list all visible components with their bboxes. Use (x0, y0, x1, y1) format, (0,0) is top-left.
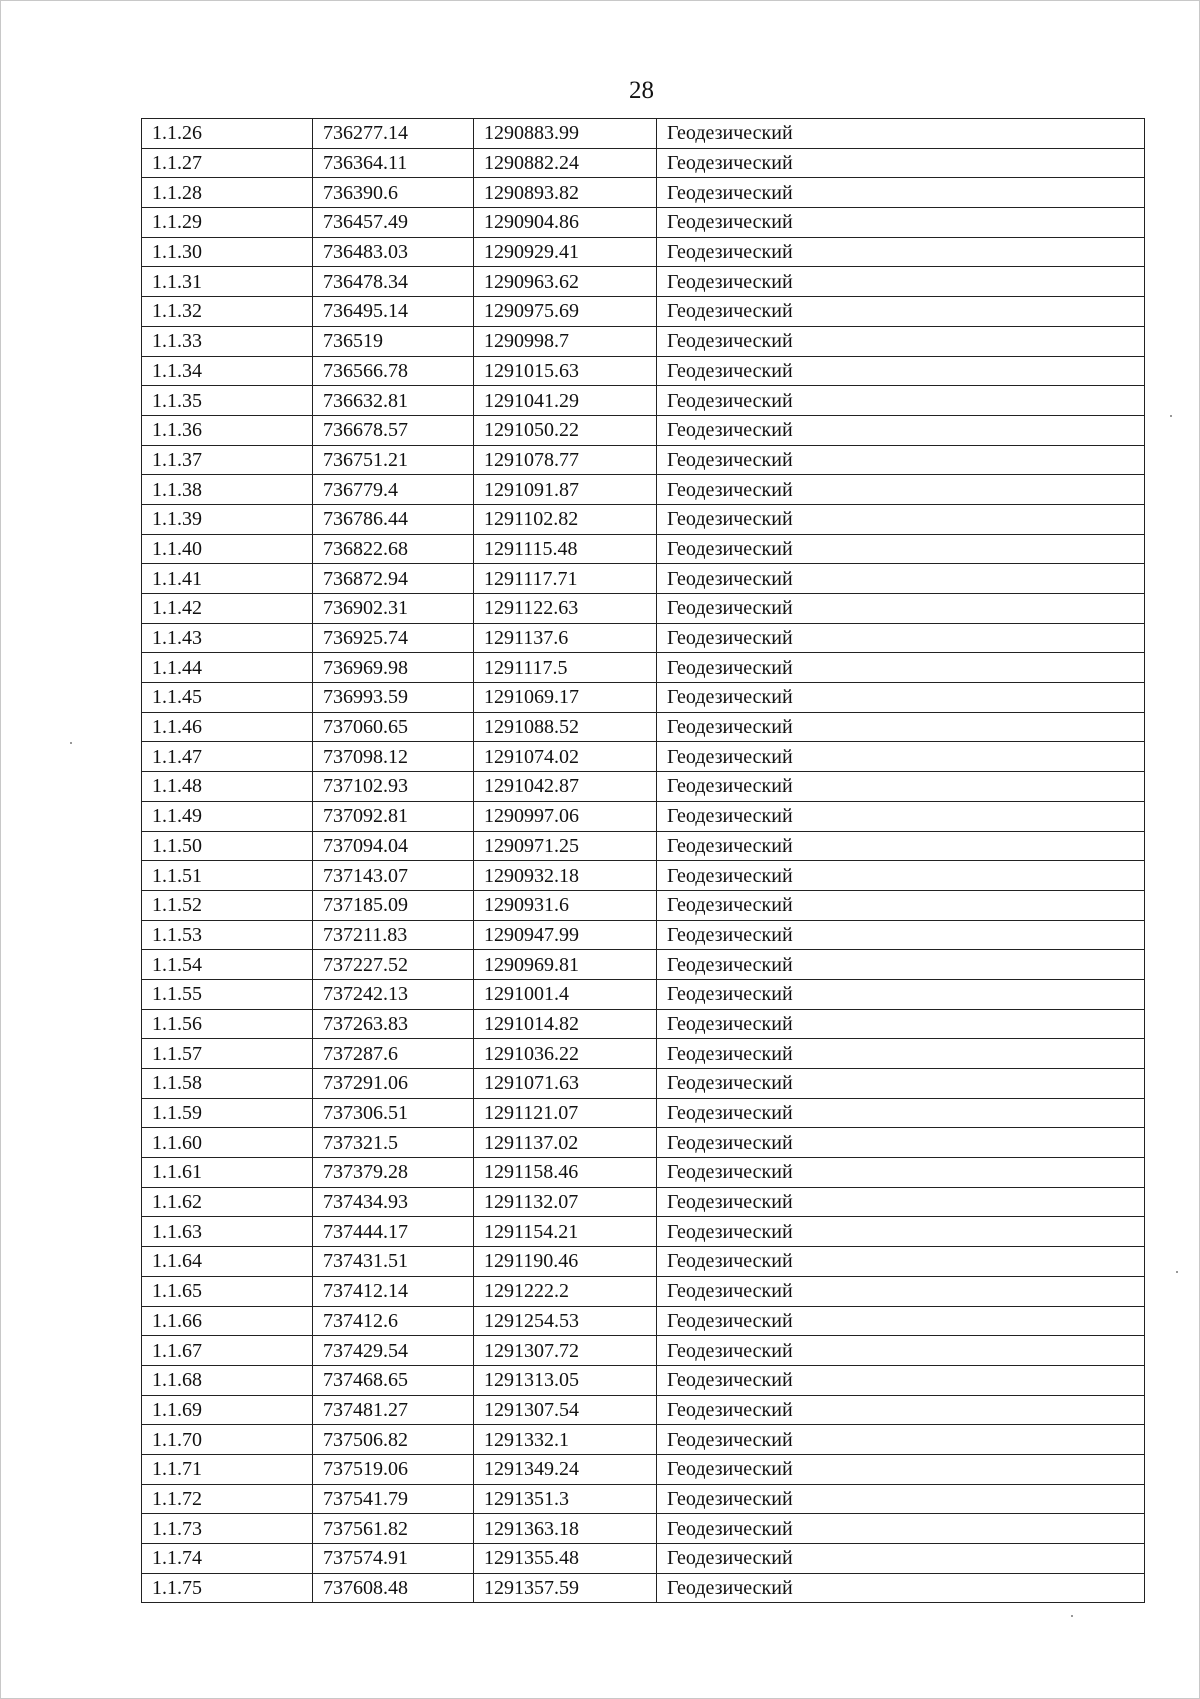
x-coordinate-cell: 737143.07 (313, 861, 474, 891)
method-cell: Геодезический (657, 1365, 1145, 1395)
method-cell: Геодезический (657, 742, 1145, 772)
method-cell: Геодезический (657, 326, 1145, 356)
point-number-cell: 1.1.57 (142, 1039, 313, 1069)
x-coordinate-cell: 737412.14 (313, 1276, 474, 1306)
table-row (142, 148, 1145, 178)
table-row (142, 1098, 1145, 1128)
y-coordinate-cell: 1291132.07 (474, 1187, 657, 1217)
table-row (142, 564, 1145, 594)
method-cell: Геодезический (657, 623, 1145, 653)
table-row (142, 504, 1145, 534)
scan-speck (1170, 415, 1172, 417)
method-cell: Геодезический (657, 1514, 1145, 1544)
y-coordinate-cell: 1291357.59 (474, 1573, 657, 1603)
page-number: 28 (629, 77, 654, 104)
method-cell: Геодезический (657, 445, 1145, 475)
y-coordinate-cell: 1291307.72 (474, 1336, 657, 1366)
y-coordinate-cell: 1290975.69 (474, 297, 657, 327)
x-coordinate-cell: 736519 (313, 326, 474, 356)
point-number-cell: 1.1.26 (142, 119, 313, 149)
table-row (142, 772, 1145, 802)
y-coordinate-cell: 1291190.46 (474, 1247, 657, 1277)
table-row (142, 297, 1145, 327)
x-coordinate-cell: 736478.34 (313, 267, 474, 297)
point-number-cell: 1.1.64 (142, 1247, 313, 1277)
table-row (142, 890, 1145, 920)
method-cell: Геодезический (657, 950, 1145, 980)
table-row (142, 801, 1145, 831)
x-coordinate-cell: 736364.11 (313, 148, 474, 178)
method-cell: Геодезический (657, 1128, 1145, 1158)
point-number-cell: 1.1.55 (142, 979, 313, 1009)
table-row (142, 178, 1145, 208)
point-number-cell: 1.1.69 (142, 1395, 313, 1425)
y-coordinate-cell: 1291078.77 (474, 445, 657, 475)
method-cell: Геодезический (657, 1098, 1145, 1128)
method-cell: Геодезический (657, 1247, 1145, 1277)
y-coordinate-cell: 1291071.63 (474, 1069, 657, 1099)
table-row (142, 861, 1145, 891)
point-number-cell: 1.1.35 (142, 386, 313, 416)
table-row (142, 1128, 1145, 1158)
method-cell: Геодезический (657, 178, 1145, 208)
x-coordinate-cell: 736993.59 (313, 683, 474, 713)
table-row (142, 1039, 1145, 1069)
table-row (142, 920, 1145, 950)
table-row (142, 712, 1145, 742)
y-coordinate-cell: 1291001.4 (474, 979, 657, 1009)
point-number-cell: 1.1.70 (142, 1425, 313, 1455)
x-coordinate-cell: 737102.93 (313, 772, 474, 802)
y-coordinate-cell: 1291117.5 (474, 653, 657, 683)
y-coordinate-cell: 1290893.82 (474, 178, 657, 208)
x-coordinate-cell: 736678.57 (313, 415, 474, 445)
table-row (142, 237, 1145, 267)
x-coordinate-cell: 737092.81 (313, 801, 474, 831)
point-number-cell: 1.1.27 (142, 148, 313, 178)
y-coordinate-cell: 1291115.48 (474, 534, 657, 564)
x-coordinate-cell: 736277.14 (313, 119, 474, 149)
x-coordinate-cell: 737431.51 (313, 1247, 474, 1277)
method-cell: Геодезический (657, 475, 1145, 505)
table-row (142, 950, 1145, 980)
point-number-cell: 1.1.52 (142, 890, 313, 920)
point-number-cell: 1.1.32 (142, 297, 313, 327)
x-coordinate-cell: 736495.14 (313, 297, 474, 327)
y-coordinate-cell: 1291088.52 (474, 712, 657, 742)
method-cell: Геодезический (657, 504, 1145, 534)
method-cell: Геодезический (657, 1069, 1145, 1099)
point-number-cell: 1.1.51 (142, 861, 313, 891)
table-row (142, 1484, 1145, 1514)
point-number-cell: 1.1.68 (142, 1365, 313, 1395)
method-cell: Геодезический (657, 1425, 1145, 1455)
x-coordinate-cell: 737429.54 (313, 1336, 474, 1366)
y-coordinate-cell: 1291091.87 (474, 475, 657, 505)
y-coordinate-cell: 1291154.21 (474, 1217, 657, 1247)
y-coordinate-cell: 1291015.63 (474, 356, 657, 386)
point-number-cell: 1.1.34 (142, 356, 313, 386)
point-number-cell: 1.1.28 (142, 178, 313, 208)
scan-speck (1176, 1271, 1178, 1273)
y-coordinate-cell: 1291307.54 (474, 1395, 657, 1425)
table-row (142, 1158, 1145, 1188)
point-number-cell: 1.1.42 (142, 594, 313, 624)
table-row (142, 623, 1145, 653)
point-number-cell: 1.1.58 (142, 1069, 313, 1099)
point-number-cell: 1.1.56 (142, 1009, 313, 1039)
table-row (142, 742, 1145, 772)
x-coordinate-cell: 737094.04 (313, 831, 474, 861)
method-cell: Геодезический (657, 267, 1145, 297)
x-coordinate-cell: 737227.52 (313, 950, 474, 980)
table-row (142, 119, 1145, 149)
point-number-cell: 1.1.38 (142, 475, 313, 505)
method-cell: Геодезический (657, 890, 1145, 920)
x-coordinate-cell: 737211.83 (313, 920, 474, 950)
point-number-cell: 1.1.33 (142, 326, 313, 356)
x-coordinate-cell: 737481.27 (313, 1395, 474, 1425)
point-number-cell: 1.1.75 (142, 1573, 313, 1603)
point-number-cell: 1.1.31 (142, 267, 313, 297)
x-coordinate-cell: 737060.65 (313, 712, 474, 742)
x-coordinate-cell: 737321.5 (313, 1128, 474, 1158)
method-cell: Геодезический (657, 801, 1145, 831)
point-number-cell: 1.1.36 (142, 415, 313, 445)
point-number-cell: 1.1.47 (142, 742, 313, 772)
point-number-cell: 1.1.40 (142, 534, 313, 564)
table-row (142, 386, 1145, 416)
x-coordinate-cell: 737379.28 (313, 1158, 474, 1188)
x-coordinate-cell: 737412.6 (313, 1306, 474, 1336)
x-coordinate-cell: 737185.09 (313, 890, 474, 920)
table-row (142, 326, 1145, 356)
point-number-cell: 1.1.67 (142, 1336, 313, 1366)
x-coordinate-cell: 737098.12 (313, 742, 474, 772)
method-cell: Геодезический (657, 1009, 1145, 1039)
y-coordinate-cell: 1291313.05 (474, 1365, 657, 1395)
y-coordinate-cell: 1291041.29 (474, 386, 657, 416)
x-coordinate-cell: 737434.93 (313, 1187, 474, 1217)
method-cell: Геодезический (657, 712, 1145, 742)
y-coordinate-cell: 1291050.22 (474, 415, 657, 445)
y-coordinate-cell: 1290932.18 (474, 861, 657, 891)
y-coordinate-cell: 1290883.99 (474, 119, 657, 149)
scan-speck (1071, 1615, 1073, 1617)
x-coordinate-cell: 736786.44 (313, 504, 474, 534)
y-coordinate-cell: 1290882.24 (474, 148, 657, 178)
method-cell: Геодезический (657, 534, 1145, 564)
table-row (142, 979, 1145, 1009)
point-number-cell: 1.1.50 (142, 831, 313, 861)
table-row (142, 594, 1145, 624)
table-row (142, 1514, 1145, 1544)
table-row (142, 1573, 1145, 1603)
point-number-cell: 1.1.43 (142, 623, 313, 653)
method-cell: Геодезический (657, 1306, 1145, 1336)
table-row (142, 475, 1145, 505)
y-coordinate-cell: 1290969.81 (474, 950, 657, 980)
method-cell: Геодезический (657, 861, 1145, 891)
method-cell: Геодезический (657, 386, 1145, 416)
y-coordinate-cell: 1291121.07 (474, 1098, 657, 1128)
table-row (142, 1425, 1145, 1455)
table-row (142, 1365, 1145, 1395)
x-coordinate-cell: 737541.79 (313, 1484, 474, 1514)
point-number-cell: 1.1.65 (142, 1276, 313, 1306)
method-cell: Геодезический (657, 1336, 1145, 1366)
method-cell: Геодезический (657, 119, 1145, 149)
method-cell: Геодезический (657, 1484, 1145, 1514)
point-number-cell: 1.1.39 (142, 504, 313, 534)
point-number-cell: 1.1.48 (142, 772, 313, 802)
table-row (142, 208, 1145, 238)
point-number-cell: 1.1.62 (142, 1187, 313, 1217)
method-cell: Геодезический (657, 979, 1145, 1009)
y-coordinate-cell: 1291355.48 (474, 1544, 657, 1574)
point-number-cell: 1.1.61 (142, 1158, 313, 1188)
y-coordinate-cell: 1290947.99 (474, 920, 657, 950)
method-cell: Геодезический (657, 772, 1145, 802)
point-number-cell: 1.1.29 (142, 208, 313, 238)
method-cell: Геодезический (657, 920, 1145, 950)
method-cell: Геодезический (657, 831, 1145, 861)
point-number-cell: 1.1.37 (142, 445, 313, 475)
point-number-cell: 1.1.49 (142, 801, 313, 831)
x-coordinate-cell: 736457.49 (313, 208, 474, 238)
y-coordinate-cell: 1291036.22 (474, 1039, 657, 1069)
y-coordinate-cell: 1291349.24 (474, 1454, 657, 1484)
table-row (142, 1336, 1145, 1366)
table-row (142, 1395, 1145, 1425)
table-row (142, 1544, 1145, 1574)
x-coordinate-cell: 736566.78 (313, 356, 474, 386)
x-coordinate-cell: 736969.98 (313, 653, 474, 683)
y-coordinate-cell: 1291122.63 (474, 594, 657, 624)
x-coordinate-cell: 737444.17 (313, 1217, 474, 1247)
x-coordinate-cell: 736632.81 (313, 386, 474, 416)
point-number-cell: 1.1.54 (142, 950, 313, 980)
method-cell: Геодезический (657, 237, 1145, 267)
point-number-cell: 1.1.41 (142, 564, 313, 594)
x-coordinate-cell: 737291.06 (313, 1069, 474, 1099)
table-row (142, 831, 1145, 861)
method-cell: Геодезический (657, 564, 1145, 594)
method-cell: Геодезический (657, 1573, 1145, 1603)
table-row (142, 683, 1145, 713)
table-row (142, 1247, 1145, 1277)
y-coordinate-cell: 1290929.41 (474, 237, 657, 267)
method-cell: Геодезический (657, 1454, 1145, 1484)
x-coordinate-cell: 737506.82 (313, 1425, 474, 1455)
point-number-cell: 1.1.73 (142, 1514, 313, 1544)
table-row (142, 445, 1145, 475)
method-cell: Геодезический (657, 1039, 1145, 1069)
table-row (142, 1069, 1145, 1099)
y-coordinate-cell: 1291042.87 (474, 772, 657, 802)
y-coordinate-cell: 1291363.18 (474, 1514, 657, 1544)
y-coordinate-cell: 1291014.82 (474, 1009, 657, 1039)
method-cell: Геодезический (657, 356, 1145, 386)
y-coordinate-cell: 1290904.86 (474, 208, 657, 238)
table-row (142, 415, 1145, 445)
x-coordinate-cell: 736872.94 (313, 564, 474, 594)
point-number-cell: 1.1.60 (142, 1128, 313, 1158)
x-coordinate-cell: 736483.03 (313, 237, 474, 267)
point-number-cell: 1.1.53 (142, 920, 313, 950)
x-coordinate-cell: 737519.06 (313, 1454, 474, 1484)
method-cell: Геодезический (657, 653, 1145, 683)
y-coordinate-cell: 1290963.62 (474, 267, 657, 297)
method-cell: Геодезический (657, 1217, 1145, 1247)
x-coordinate-cell: 737306.51 (313, 1098, 474, 1128)
table-row (142, 653, 1145, 683)
table-row (142, 1009, 1145, 1039)
table-row (142, 1187, 1145, 1217)
table-row (142, 1454, 1145, 1484)
method-cell: Геодезический (657, 594, 1145, 624)
method-cell: Геодезический (657, 1158, 1145, 1188)
method-cell: Геодезический (657, 297, 1145, 327)
y-coordinate-cell: 1290997.06 (474, 801, 657, 831)
y-coordinate-cell: 1291351.3 (474, 1484, 657, 1514)
point-number-cell: 1.1.71 (142, 1454, 313, 1484)
point-number-cell: 1.1.66 (142, 1306, 313, 1336)
x-coordinate-cell: 737608.48 (313, 1573, 474, 1603)
x-coordinate-cell: 737287.6 (313, 1039, 474, 1069)
y-coordinate-cell: 1291117.71 (474, 564, 657, 594)
table-row (142, 534, 1145, 564)
x-coordinate-cell: 737574.91 (313, 1544, 474, 1574)
point-number-cell: 1.1.59 (142, 1098, 313, 1128)
method-cell: Геодезический (657, 1544, 1145, 1574)
y-coordinate-cell: 1291069.17 (474, 683, 657, 713)
y-coordinate-cell: 1291254.53 (474, 1306, 657, 1336)
y-coordinate-cell: 1291332.1 (474, 1425, 657, 1455)
method-cell: Геодезический (657, 1395, 1145, 1425)
method-cell: Геодезический (657, 1276, 1145, 1306)
table-row (142, 1276, 1145, 1306)
x-coordinate-cell: 736925.74 (313, 623, 474, 653)
y-coordinate-cell: 1290931.6 (474, 890, 657, 920)
coordinates-table-body (142, 119, 1145, 1603)
method-cell: Геодезический (657, 148, 1145, 178)
x-coordinate-cell: 736822.68 (313, 534, 474, 564)
method-cell: Геодезический (657, 683, 1145, 713)
x-coordinate-cell: 737468.65 (313, 1365, 474, 1395)
point-number-cell: 1.1.63 (142, 1217, 313, 1247)
x-coordinate-cell: 736779.4 (313, 475, 474, 505)
y-coordinate-cell: 1290998.7 (474, 326, 657, 356)
method-cell: Геодезический (657, 415, 1145, 445)
point-number-cell: 1.1.44 (142, 653, 313, 683)
y-coordinate-cell: 1291137.02 (474, 1128, 657, 1158)
x-coordinate-cell: 737242.13 (313, 979, 474, 1009)
x-coordinate-cell: 736390.6 (313, 178, 474, 208)
y-coordinate-cell: 1291137.6 (474, 623, 657, 653)
scan-speck (70, 742, 72, 744)
table-row (142, 1217, 1145, 1247)
coordinates-table (141, 118, 1145, 1603)
x-coordinate-cell: 737263.83 (313, 1009, 474, 1039)
point-number-cell: 1.1.30 (142, 237, 313, 267)
y-coordinate-cell: 1291102.82 (474, 504, 657, 534)
x-coordinate-cell: 737561.82 (313, 1514, 474, 1544)
table-row (142, 356, 1145, 386)
x-coordinate-cell: 736902.31 (313, 594, 474, 624)
method-cell: Геодезический (657, 1187, 1145, 1217)
table-row (142, 1306, 1145, 1336)
y-coordinate-cell: 1291222.2 (474, 1276, 657, 1306)
point-number-cell: 1.1.72 (142, 1484, 313, 1514)
y-coordinate-cell: 1291074.02 (474, 742, 657, 772)
table-row (142, 267, 1145, 297)
method-cell: Геодезический (657, 208, 1145, 238)
y-coordinate-cell: 1290971.25 (474, 831, 657, 861)
point-number-cell: 1.1.46 (142, 712, 313, 742)
x-coordinate-cell: 736751.21 (313, 445, 474, 475)
point-number-cell: 1.1.45 (142, 683, 313, 713)
y-coordinate-cell: 1291158.46 (474, 1158, 657, 1188)
point-number-cell: 1.1.74 (142, 1544, 313, 1574)
